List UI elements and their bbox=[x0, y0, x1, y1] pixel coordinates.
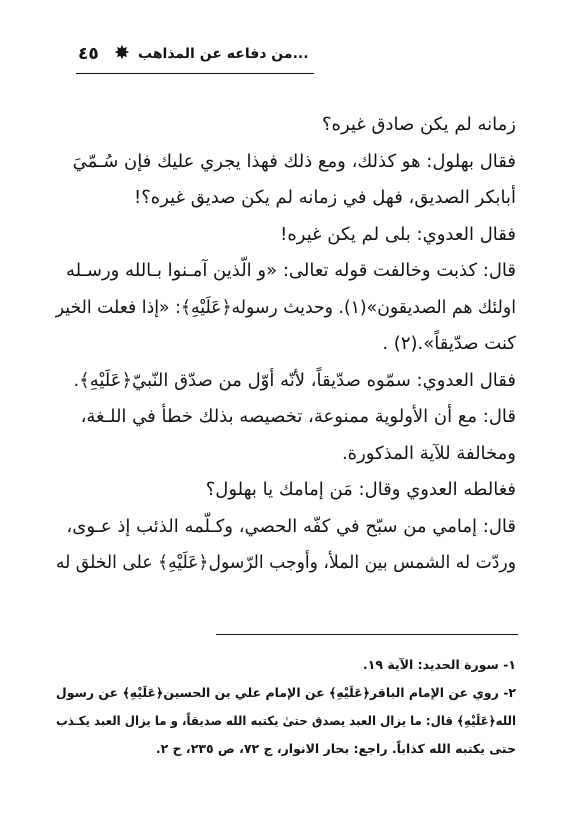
body-line: فقال العدوي: سمّوه صدّيقاً، لأنّه أوّل من صدّق النّبيّ﴿عَلَيْهِ﴾. bbox=[73, 369, 516, 391]
footnote-separator bbox=[216, 634, 518, 635]
footnote-line: حتى يكتبه الله كذاباً. راجع: بحار الانوار، ج ٧٢، ص ٢٣٥، ح ٢. bbox=[155, 741, 516, 756]
body-line: وردّت له الشمس بين الملأ، وأوجب الرّسول﴿عَلَيْهِ﴾ على الخلق له bbox=[55, 552, 517, 573]
body-line: فقال بهلول: هو كذلك، ومع ذلك فهذا يجري عليك فإن سُـمّيَ bbox=[72, 150, 516, 172]
page-header bbox=[70, 34, 310, 64]
body-line: ومخالفة للآية المذكورة. bbox=[341, 442, 516, 464]
body-line: زمانه لم يكن صادق غيره؟ bbox=[322, 114, 516, 135]
running-title: ...من دفاعه عن المذاهب bbox=[138, 46, 309, 62]
footnote-line: ٢- روي عن الإمام الباقر﴿عَلَيْهِ﴾ عن الإمام علي بن الحسين﴿عَلَيْهِ﴾ عن رسول bbox=[55, 685, 516, 700]
body-line: قال: مع أن الأولوية ممنوعة، تخصيصه بذلك خطأ في اللـغة، bbox=[80, 406, 516, 427]
body-line: اولئك هم الصديقون»(١). وحديث رسوله﴿عَلَيْهِ﴾: «إذا فعلت الخير bbox=[55, 296, 516, 318]
page-number: ٤٥ bbox=[78, 44, 99, 64]
header-rule bbox=[76, 73, 314, 74]
footnotes bbox=[56, 651, 516, 763]
body-line: كنت صدّيقاً».(٢) . bbox=[382, 333, 516, 354]
body-line: أبابكر الصديق، فهل في زمانه لم يكن صديق غيره؟! bbox=[134, 187, 516, 208]
body-line: فقال العدوي: بلى لم يكن غيره! bbox=[280, 223, 516, 245]
body-text bbox=[56, 107, 516, 582]
body-line: فغالطه العدوي وقال: مَن إمامك يا بهلول؟ bbox=[205, 479, 516, 500]
body-line: قال: إمامي من سبّح في كفّه الحصي، وكـلّمه الذئب إذ عـوى، bbox=[66, 515, 516, 537]
footnote-line: الله﴿عَلَيْهِ﴾ قال: ما يزال العبد يصدق حتىٰ يكتبه الله صديقاً، و ما يزال العبد يكـذب bbox=[55, 713, 517, 728]
body-line: قال: كذبت وخالفت قوله تعالى: «و الّذين آمـنوا بـالله ورسـله bbox=[66, 260, 516, 281]
star-ornament-icon: ✸ bbox=[114, 42, 130, 64]
footnote-line: ١- سورة الحديد: الآية ١٩. bbox=[363, 657, 516, 672]
